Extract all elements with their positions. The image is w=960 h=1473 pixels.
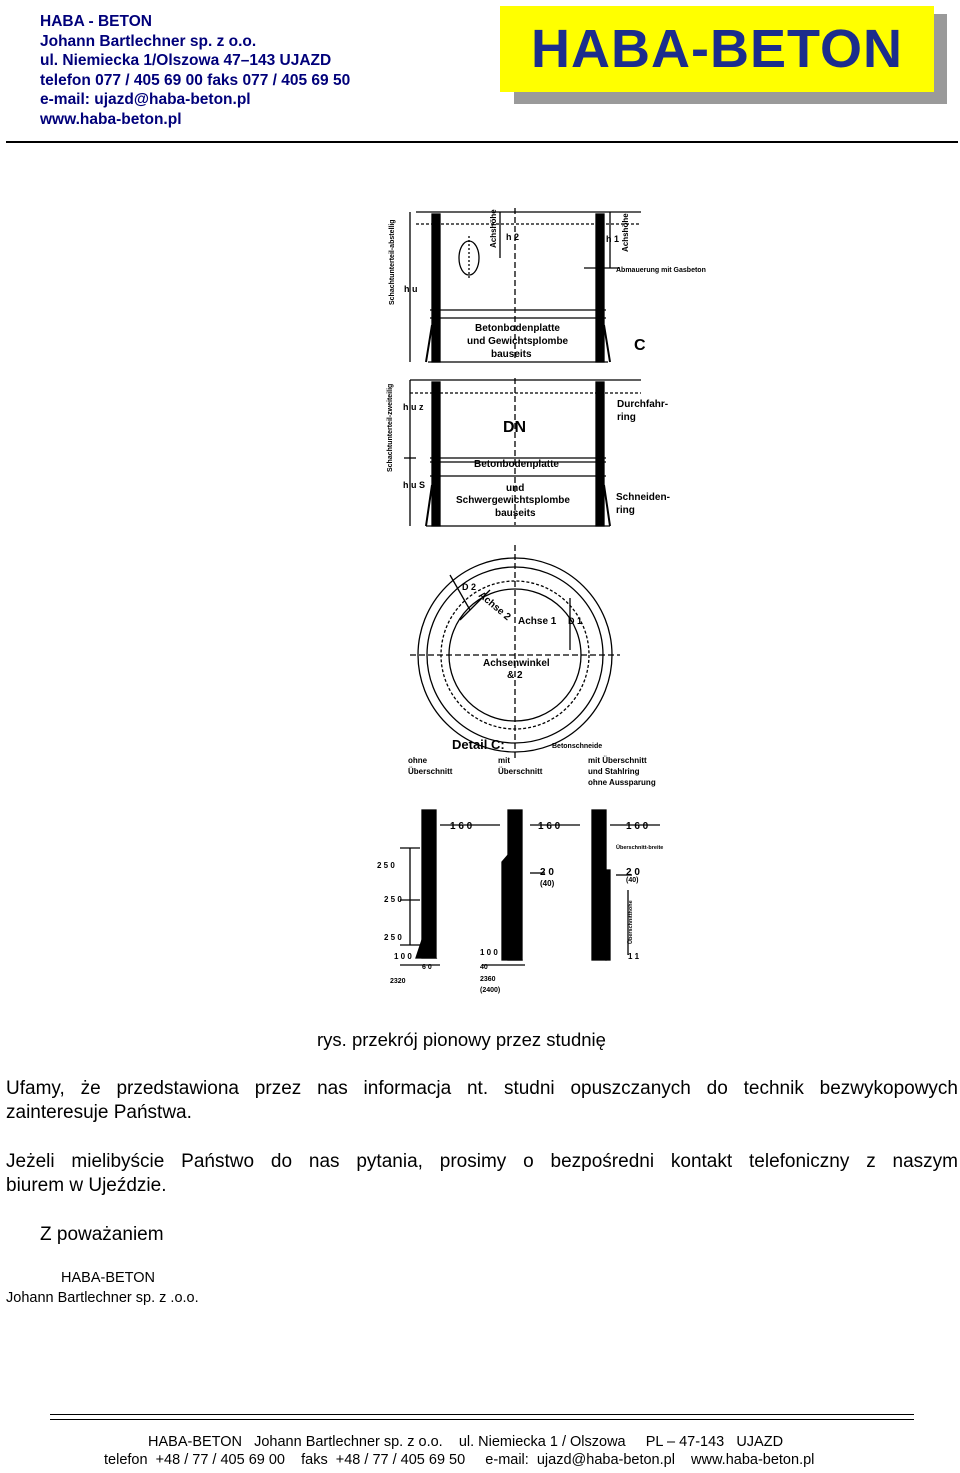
detail-betonschneide: Betonschneide xyxy=(552,743,603,750)
label-durchfahr1: Durchfahr- xyxy=(617,399,669,410)
letterhead xyxy=(40,12,350,129)
dim-160a: 1 6 0 xyxy=(450,821,473,832)
detail-col1-a: ohne xyxy=(408,756,428,765)
paragraph-2-line-1: Jeżeli mielibyście Państwo do nas pytania, prosimy o bezpośredni kontakt telefoniczny z naszym xyxy=(6,1151,958,1172)
label-schwer: Schwergewichtsplombe xyxy=(456,495,570,506)
footer-address-line: HABA-BETON Johann Bartlechner sp. z o.o. ul. Niemiecka 1 / Olszowa PL – 47-143 UJAZD xyxy=(148,1434,784,1450)
signature-company: HABA-BETON xyxy=(61,1270,156,1286)
detail-col3-a: mit Überschnitt xyxy=(588,756,647,765)
label-d2: D 2 xyxy=(462,582,477,592)
footer-divider-top xyxy=(50,1414,914,1415)
dim-2360: 2360 xyxy=(480,976,496,983)
dim-100a: 1 0 0 xyxy=(394,952,412,961)
dim-2320: 2320 xyxy=(390,978,406,985)
dim-40c: (40) xyxy=(626,877,639,884)
label-abmauerung: Abmauerung mit Gasbeton xyxy=(616,267,706,274)
dim-250a: 2 5 0 xyxy=(377,861,395,870)
label-w2: & 2 xyxy=(507,670,523,681)
label-schneiden2: ring xyxy=(616,505,635,516)
dim-40a: (40) xyxy=(540,879,555,888)
company-logo: HABA-BETON xyxy=(531,19,903,79)
dim-250b: 2 5 0 xyxy=(384,895,402,904)
label-und: und xyxy=(506,483,525,494)
detail-col3-c: ohne Aussparung xyxy=(588,778,656,787)
label-h2: h 2 xyxy=(506,232,520,242)
detail-col1-b: Überschnitt xyxy=(408,767,453,776)
label-hu: h u xyxy=(404,284,418,294)
label-achshoehe-right: Achshöhe xyxy=(621,213,630,252)
label-huz: h u z xyxy=(403,402,424,412)
label-schneiden1: Schneiden- xyxy=(616,492,670,503)
label-achse2: Achse 2 xyxy=(476,589,513,623)
dim-20a: 2 0 xyxy=(540,867,554,878)
dim-2400: (2400) xyxy=(480,987,501,994)
dim-ueberschnitthoehe: Überschnitthöhe xyxy=(628,900,634,944)
signature-owner: Johann Bartlechner sp. z .o.o. xyxy=(6,1290,199,1306)
detail-col2-a: mit xyxy=(498,756,510,765)
well-cross-section-drawing xyxy=(370,200,706,1000)
paragraph-1-line-1: Ufamy, że przedstawiona przez nas informacja nt. studni opuszczanych do technik bezwykopowych xyxy=(6,1078,958,1099)
figure-caption: rys. przekrój pionowy przez studnię xyxy=(317,1029,606,1050)
label-bodenplatte-middle: Betonbodenplatte xyxy=(474,459,559,470)
label-achse1: Achse 1 xyxy=(518,616,557,627)
label-hus: h u S xyxy=(403,480,425,490)
company-address: ul. Niemiecka 1/Olszowa 47–143 UJAZD xyxy=(40,52,332,69)
label-durchfahr2: ring xyxy=(617,412,636,423)
label-achsenwinkel: Achsenwinkel xyxy=(483,658,550,669)
label-d1: D 1 xyxy=(568,616,583,626)
header-divider xyxy=(6,141,958,143)
footer-divider-bottom xyxy=(50,1419,914,1420)
dim-160b: 1 6 0 xyxy=(538,821,561,832)
company-email: e-mail: ujazd@haba-beton.pl xyxy=(40,91,251,108)
company-phone: telefon 077 / 405 69 00 faks 077 / 405 69 50 xyxy=(40,71,351,89)
company-name: HABA - BETON xyxy=(40,13,152,30)
dim-100b: 1 0 0 xyxy=(480,948,498,957)
paragraph-2-line-2: biurem w Ujeździe. xyxy=(6,1175,167,1196)
dim-160c: 1 6 0 xyxy=(626,821,649,832)
closing-greeting: Z poważaniem xyxy=(40,1224,164,1245)
detail-col3-b: und Stahlring xyxy=(588,767,640,776)
label-gewicht: und Gewichtsplombe xyxy=(467,336,569,347)
dim-250c: 2 5 0 xyxy=(384,933,402,942)
label-bauseits-middle: bauseits xyxy=(495,508,536,519)
label-bauseits-upper: bauseits xyxy=(491,349,532,360)
company-owner: Johann Bartlechner sp. z o.o. xyxy=(40,32,257,50)
detail-title: Detail C: xyxy=(452,737,505,752)
dim-ueberschnittbreite: Überschnitt-breite xyxy=(616,845,664,851)
paragraph-1-line-2: zainteresuje Państwa. xyxy=(6,1102,192,1123)
dim-60: 6 0 xyxy=(422,964,432,971)
company-website: www.haba-beton.pl xyxy=(40,110,182,128)
label-c: C xyxy=(634,337,646,354)
dim-11: 1 1 xyxy=(628,952,640,961)
label-schacht2: Schachtunterteil-zweiteilig xyxy=(387,383,394,472)
dim-20b: 2 0 xyxy=(626,867,640,878)
label-h1: h 1 xyxy=(606,234,620,244)
detail-col2-b: Überschnitt xyxy=(498,767,543,776)
dim-40b: 40 xyxy=(480,964,488,971)
label-achshoehe-left: Achshöhe xyxy=(489,209,498,248)
label-dn: DN xyxy=(503,419,527,436)
footer-contact-line: telefon +48 / 77 / 405 69 00 faks +48 / 77 / 405 69 50 e-mail: ujazd@haba-beton.pl www.haba-beton.pl xyxy=(104,1452,815,1468)
label-schacht: Schachtunterteil-abstellig xyxy=(389,219,396,305)
label-bodenplatte-upper: Betonbodenplatte xyxy=(475,323,560,334)
